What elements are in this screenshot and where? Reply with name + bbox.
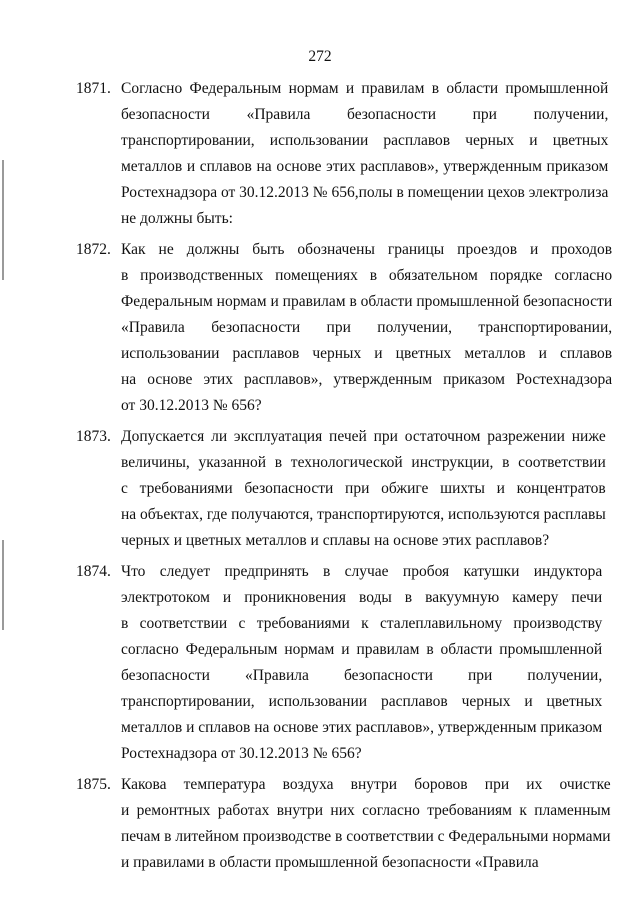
question-text-line: и ремонтных работах внутри них согласно требованиям к пламенным bbox=[121, 802, 611, 819]
question-text-line: Как не должны быть обозначены границы проездов и проходов bbox=[121, 241, 613, 258]
question-text-line: Ростехнадзора от 30.12.2013 № 656? bbox=[121, 745, 362, 762]
question-text bbox=[121, 559, 602, 767]
question-item bbox=[76, 559, 603, 767]
page-number: 272 bbox=[308, 48, 332, 65]
question-item bbox=[76, 772, 611, 876]
question-text-line: печам в литейном производстве в соответствии с Федеральными нормами bbox=[121, 828, 611, 845]
question-text-line: Ростехнадзора от 30.12.2013 № 656,полы в помещении цехов электролиза bbox=[121, 184, 609, 201]
question-item bbox=[76, 76, 609, 232]
question-text-line: безопасности «Правила безопасности при получении, bbox=[121, 667, 603, 684]
question-text-line: металлов и сплавов на основе этих расплавов», утвержденным приказом bbox=[121, 719, 603, 736]
question-text-line: использовании расплавов черных и цветных металлов и сплавов bbox=[121, 345, 613, 362]
question-text-line: безопасности «Правила безопасности при получении, bbox=[121, 106, 609, 123]
question-text-line: согласно Федеральным нормам и правилам в области промышленной bbox=[121, 641, 603, 658]
question-number: 1872. bbox=[76, 241, 111, 258]
question-number: 1875. bbox=[76, 776, 111, 793]
question-item bbox=[76, 237, 613, 419]
question-text bbox=[121, 237, 612, 419]
question-text-line: не должны быть: bbox=[121, 210, 233, 227]
question-text-line: в производственных помещениях в обязательном порядке согласно bbox=[121, 267, 613, 284]
question-text-line: металлов и сплавов на основе этих расплавов», утвержденным приказом bbox=[121, 158, 609, 175]
question-number: 1874. bbox=[76, 563, 111, 580]
question-text-line: на объектах, где получаются, транспортируются, используются расплавы bbox=[121, 506, 606, 523]
question-text-line: черных и цветных металлов и сплавы на основе этих расплавов? bbox=[121, 532, 550, 549]
question-text-line: в соответствии с требованиями к сталеплавильному производству bbox=[121, 615, 603, 632]
question-text-line: Какова температура воздуха внутри боровов при их очистке bbox=[121, 776, 611, 793]
question-text-line: Согласно Федеральным нормам и правилам в области промышленной bbox=[121, 80, 609, 97]
scan-margin-mark bbox=[2, 540, 4, 630]
question-text-line: Федеральным нормам и правилам в области промышленной безопасности bbox=[121, 293, 613, 310]
question-number: 1873. bbox=[76, 428, 111, 445]
question-list bbox=[76, 76, 613, 881]
question-text-line: электротоком и проникновения воды в вакуумную камеру печи bbox=[121, 589, 603, 606]
question-text-line: Допускается ли эксплуатация печей при остаточном разрежении ниже bbox=[121, 428, 606, 445]
question-text-line: величины, указанной в технологической инструкции, в соответствии bbox=[121, 454, 606, 471]
question-text-line: на основе этих расплавов», утвержденным приказом Ростехнадзора bbox=[121, 371, 613, 388]
question-text bbox=[121, 772, 611, 876]
question-item bbox=[76, 424, 606, 554]
question-number: 1871. bbox=[76, 80, 111, 97]
question-text bbox=[121, 424, 606, 554]
question-text-line: транспортировании, использовании расплавов черных и цветных bbox=[121, 132, 609, 149]
question-text-line: Что следует предпринять в случае пробоя катушки индуктора bbox=[121, 563, 603, 580]
question-text-line: с требованиями безопасности при обжиге шихты и концентратов bbox=[121, 480, 606, 497]
question-text-line: транспортировании, использовании расплавов черных и цветных bbox=[121, 693, 603, 710]
scan-margin-mark bbox=[2, 160, 4, 280]
question-text-line: и правилами в области промышленной безопасности «Правила bbox=[121, 854, 539, 871]
question-text bbox=[121, 76, 608, 232]
question-text-line: «Правила безопасности при получении, транспортировании, bbox=[121, 319, 613, 336]
question-text-line: от 30.12.2013 № 656? bbox=[121, 397, 262, 414]
